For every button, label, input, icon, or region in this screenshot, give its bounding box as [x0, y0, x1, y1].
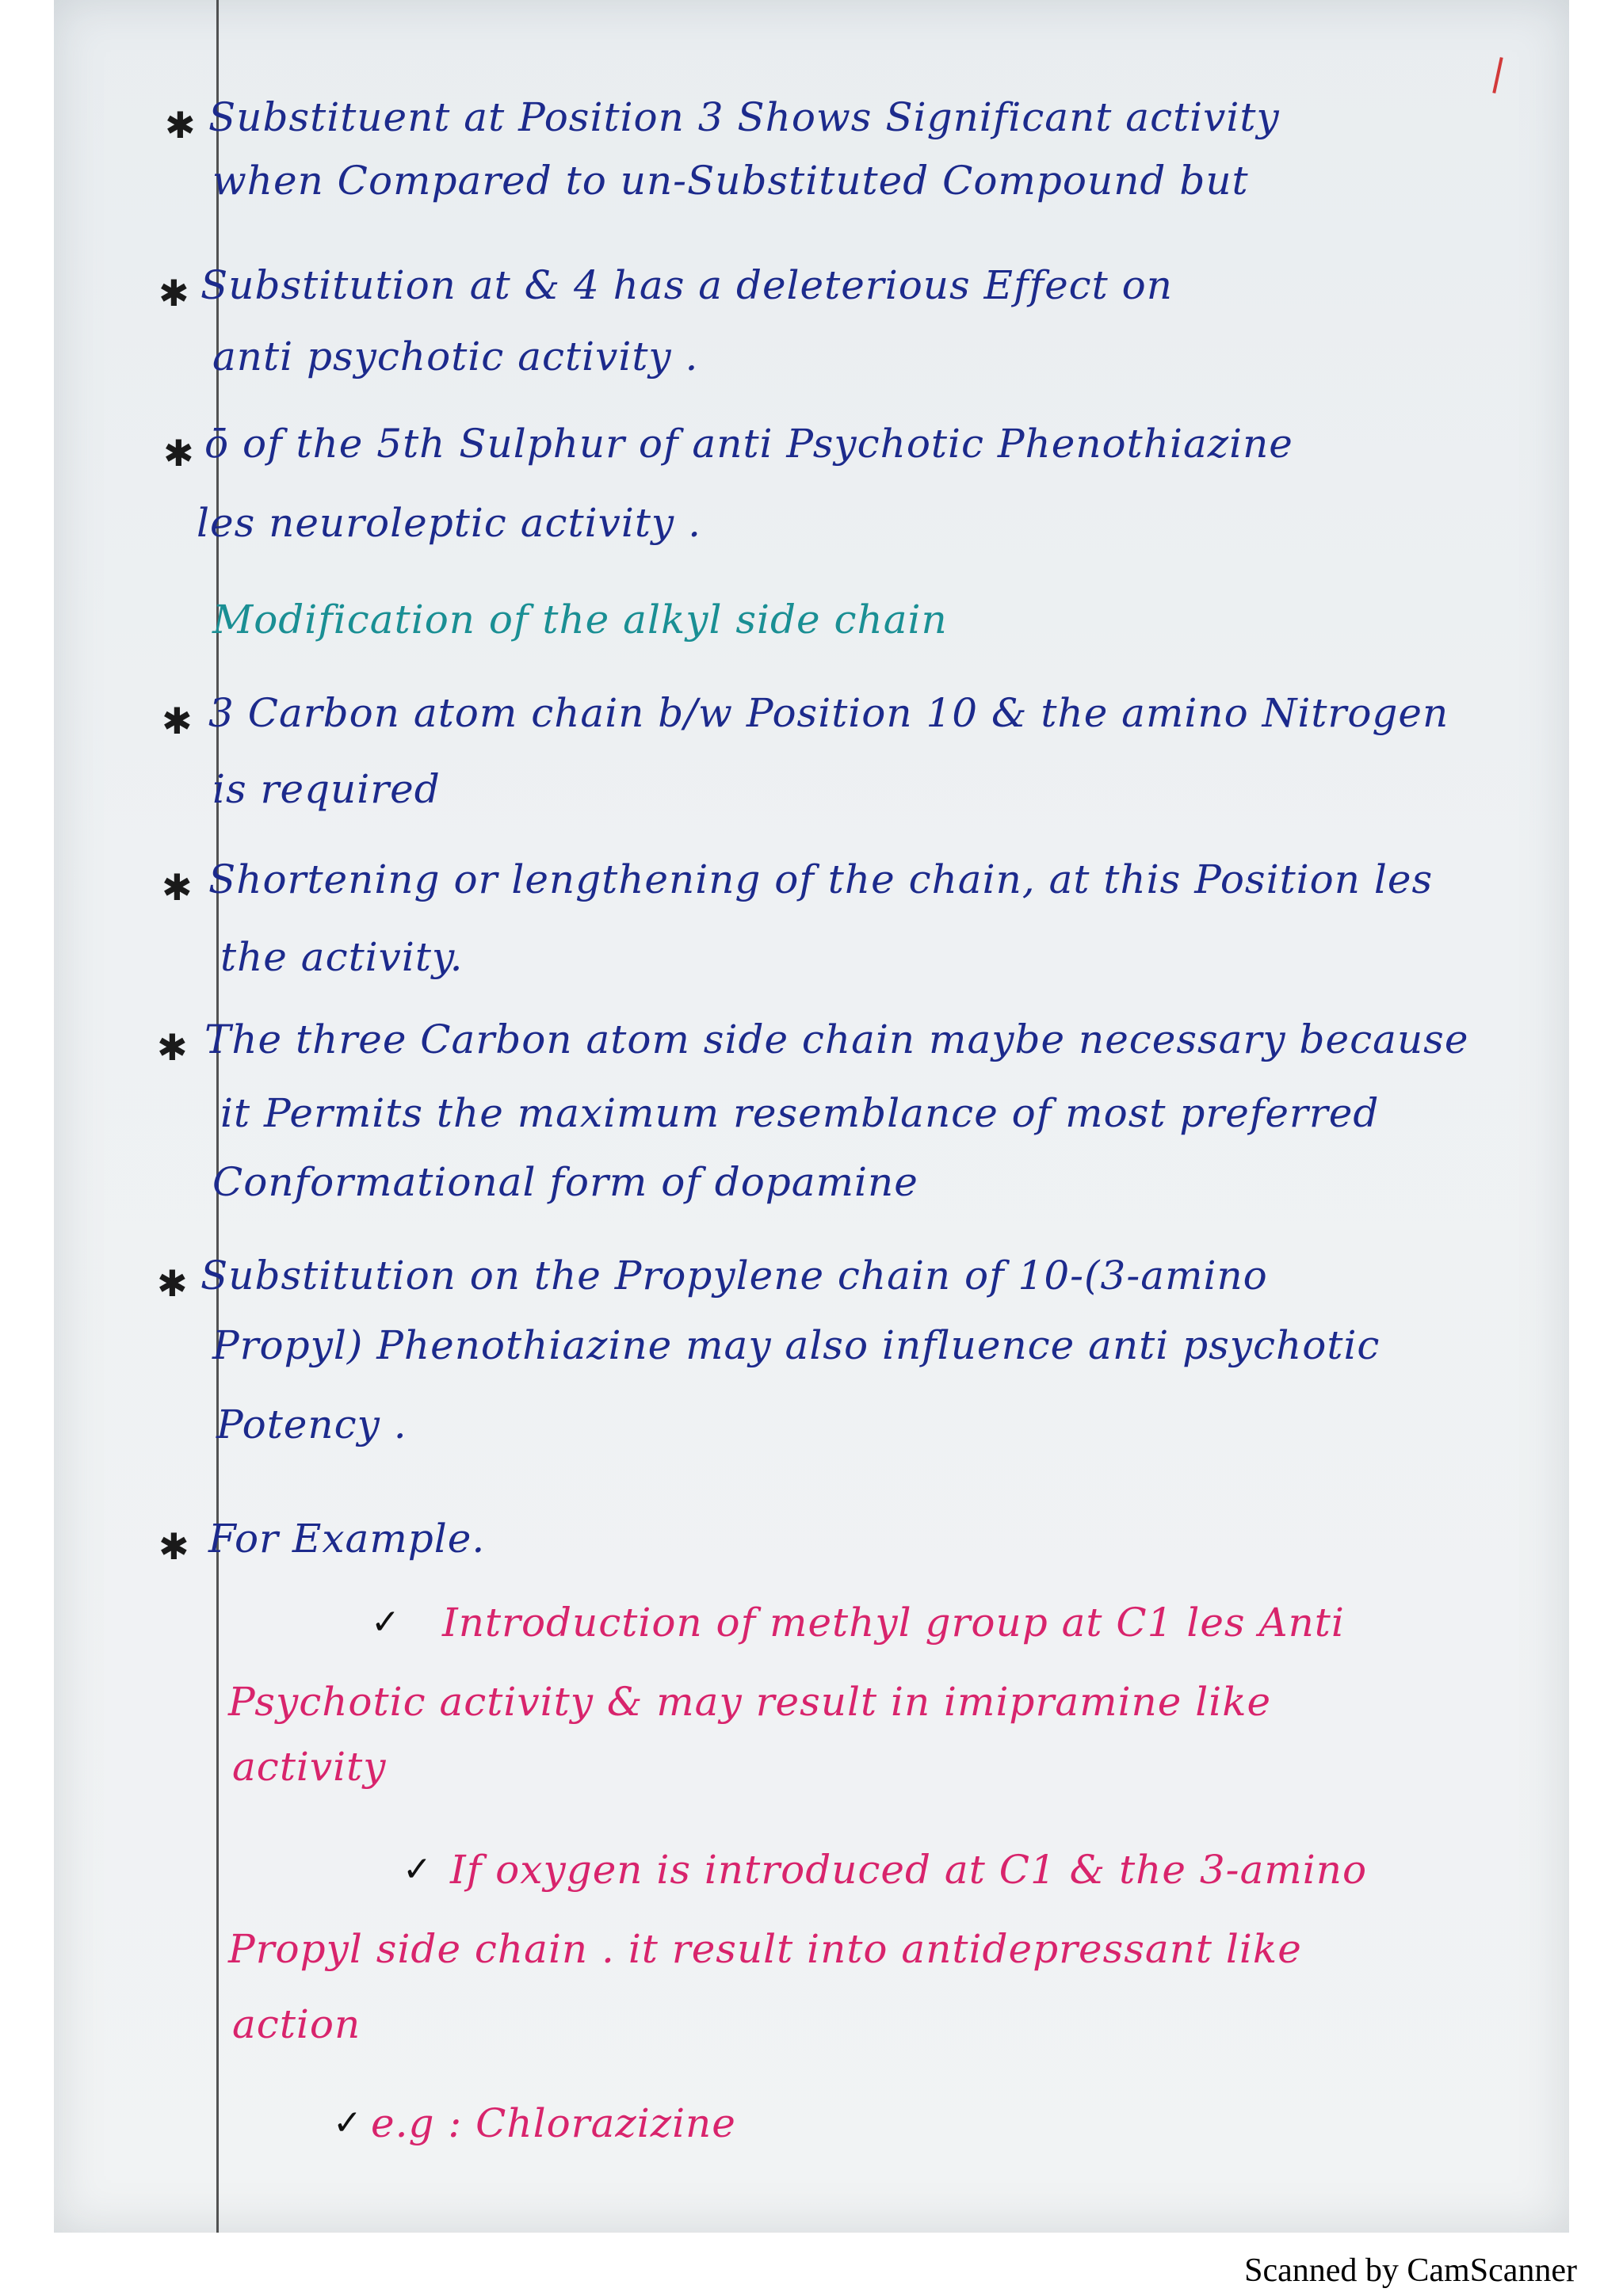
- bullet-star-icon: ✱: [162, 700, 193, 742]
- page-mark: [1492, 57, 1503, 93]
- note-line: the activity.: [220, 934, 464, 980]
- note-line: 3 Carbon atom chain b/w Position 10 & the amino Nitrogen: [208, 690, 1449, 736]
- example-line: action: [232, 2001, 361, 2047]
- note-line: Substitution at & 4 has a deleterious Effect on: [200, 262, 1173, 308]
- bullet-star-icon: ✱: [158, 272, 189, 315]
- bullet-star-icon: ✱: [163, 432, 194, 475]
- checkmark-icon: ✓: [333, 2103, 362, 2143]
- note-line: Substitution on the Propylene chain of 10-(3-amino: [200, 1253, 1268, 1299]
- bullet-star-icon: ✱: [162, 866, 193, 909]
- checkmark-icon: ✓: [371, 1602, 400, 1642]
- bullet-star-icon: ✱: [157, 1262, 188, 1305]
- example-line: e.g : Chlorazizine: [371, 2100, 736, 2146]
- scanner-footer: Scanned by CamScanner: [1244, 2252, 1577, 2289]
- note-line: ō of the 5th Sulphur of anti Psychotic Phenothiazine: [204, 421, 1293, 467]
- example-line: If oxygen is introduced at C1 & the 3-amino: [450, 1847, 1368, 1893]
- note-line: les neuroleptic activity .: [197, 500, 701, 546]
- note-line: For Example.: [208, 1516, 486, 1562]
- notebook-page: [54, 0, 1569, 2233]
- example-line: Propyl side chain . it result into antidepressant like: [228, 1926, 1302, 1972]
- note-line: Shortening or lengthening of the chain, at this Position les: [208, 856, 1434, 902]
- note-line: Substituent at Position 3 Shows Significant activity: [208, 94, 1280, 140]
- checkmark-icon: ✓: [403, 1849, 432, 1890]
- bullet-star-icon: ✱: [165, 104, 196, 147]
- note-line: Potency .: [216, 1402, 407, 1447]
- bullet-star-icon: ✱: [157, 1026, 188, 1069]
- note-line: it Permits the maximum resemblance of most preferred: [220, 1090, 1380, 1136]
- note-line: anti psychotic activity .: [212, 334, 699, 379]
- example-line: activity: [232, 1744, 387, 1790]
- note-line: The three Carbon atom side chain maybe necessary because: [204, 1016, 1469, 1062]
- note-line: when Compared to un-Substituted Compound but: [212, 158, 1249, 204]
- note-line: Conformational form of dopamine: [212, 1159, 918, 1205]
- note-line: is required: [212, 766, 441, 812]
- note-line: Propyl) Phenothiazine may also influence anti psychotic: [212, 1322, 1381, 1368]
- section-heading: Modification of the alkyl side chain: [212, 597, 948, 643]
- example-line: Introduction of methyl group at C1 les Anti: [442, 1600, 1345, 1646]
- example-line: Psychotic activity & may result in imipramine like: [228, 1679, 1272, 1725]
- bullet-star-icon: ✱: [158, 1525, 189, 1568]
